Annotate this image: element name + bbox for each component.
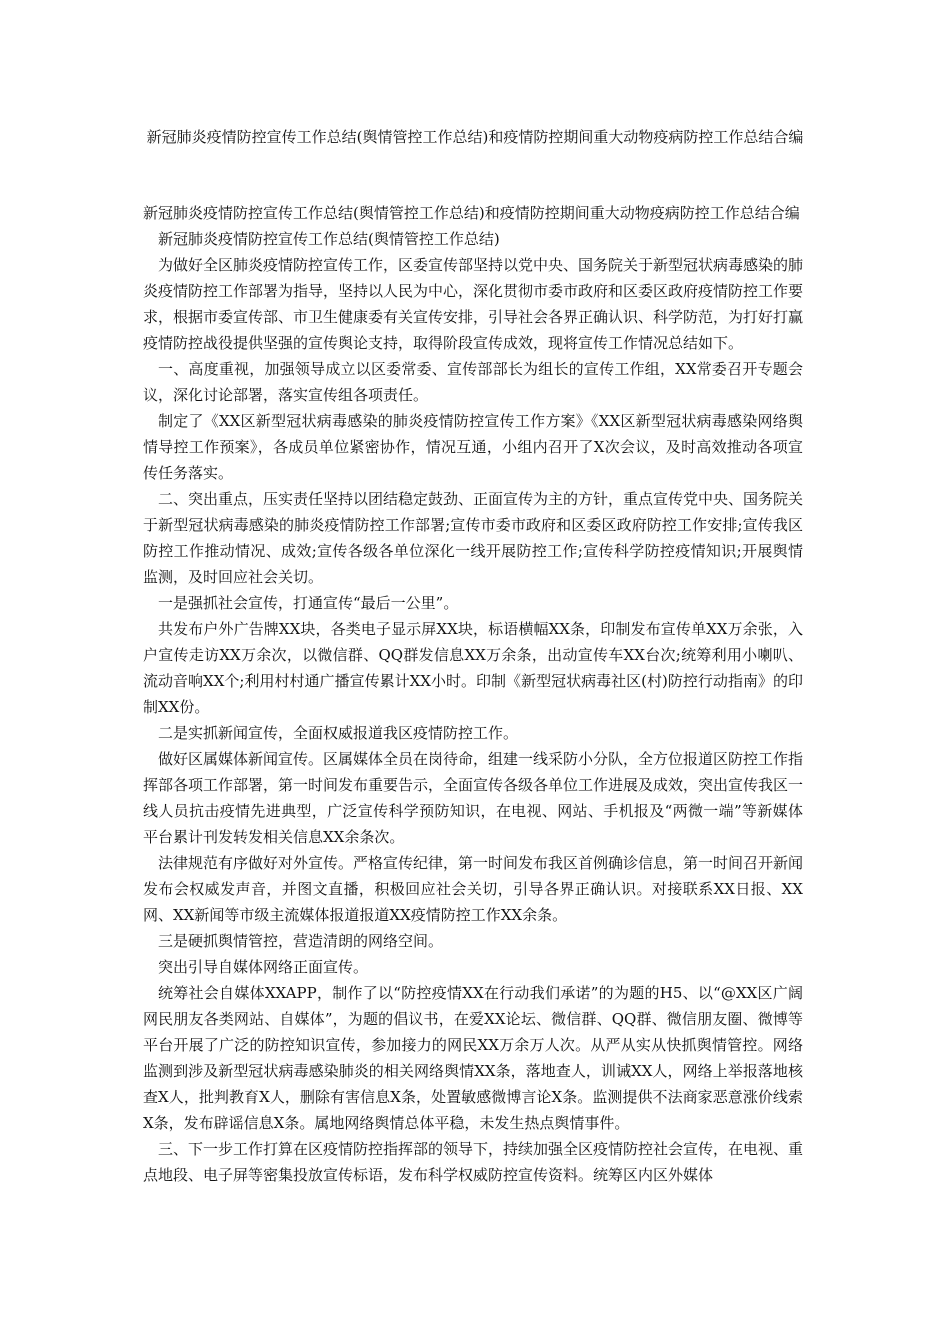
- body-paragraph: 一、高度重视，加强领导成立以区委常委、宣传部部长为组长的宣传工作组，XX常委召开专题会议，深化讨论部署，落实宣传组各项责任。: [143, 360, 803, 404]
- section-heading: 新冠肺炎疫情防控宣传工作总结(舆情管控工作总结): [158, 230, 500, 248]
- body-paragraph: 三是硬抓舆情管控，营造清朗的网络空间。: [158, 932, 444, 950]
- body-paragraph: 三、下一步工作打算在区疫情防控指挥部的领导下，持续加强全区疫情防控社会宣传，在电视、重点地段、电子屏等密集投放宣传标语，发布科学权威防控宣传资料。统筹区内区外媒体: [143, 1140, 804, 1184]
- body-paragraph: 统筹社会自媒体XXAPP，制作了以“防控疫情XX在行动我们承诺”的为题的H5、以“@XX区广阔网民朋友各类网站、自媒体”，为题的倡议书，在爱XX论坛、微信群、QQ群、微信朋友圈、微博等平台开展了广泛的防控知识宣传，参加接力的网民XX万余万人次。从严从实从快抓舆情管控。网络监测到涉及新型冠状病毒感染肺炎的相关网络舆情XX条，落地查人，训诫XX人，网络上举报落地核查X人，批判教育X人，删除有害信息X条，处置敏感微博言论X条。监测提供不法商家恶意涨价线索X条，发布辟谣信息X条。属地网络舆情总体平稳，未发生热点舆情事件。: [143, 984, 803, 1132]
- subtitle-paragraph: 新冠肺炎疫情防控宣传工作总结(舆情管控工作总结)和疫情防控期间重大动物疫病防控工作总结合编: [143, 204, 800, 222]
- body-paragraph: 为做好全区肺炎疫情防控宣传工作，区委宣传部坚持以党中央、国务院关于新型冠状病毒感染的肺炎疫情防控工作部署为指导，坚持以人民为中心，深化贯彻市委市政府和区委区政府疫情防控工作要求，根据市委宣传部、市卫生健康委有关宣传安排，引导社会各界正确认识、科学防范，为打好打赢疫情防控战役提供坚强的宣传舆论支持，取得阶段宣传成效，现将宣传工作情况总结如下。: [143, 256, 804, 352]
- body-paragraph: 做好区属媒体新闻宣传。区属媒体全员在岗待命，组建一线采防小分队，全方位报道区防控工作指挥部各项工作部署，第一时间发布重要告示，全面宣传各级各单位工作进展及成效，突出宣传我区一线人员抗击疫情先进典型，广泛宣传科学预防知识，在电视、网站、手机报及“两微一端”等新媒体平台累计刊发转发相关信息XX余条次。: [143, 750, 804, 846]
- document-body: [143, 200, 803, 1188]
- body-paragraph: 一是强抓社会宣传，打通宣传“最后一公里”。: [158, 594, 459, 612]
- body-paragraph: 制定了《XX区新型冠状病毒感染的肺炎疫情防控宣传工作方案》《XX区新型冠状病毒感染网络舆情导控工作预案》，各成员单位紧密协作，情况互通，小组内召开了X次会议，及时高效推动各项宣传任务落实。: [143, 412, 803, 482]
- body-paragraph: 二是实抓新闻宣传，全面权威报道我区疫情防控工作。: [158, 724, 519, 742]
- document-title: 新冠肺炎疫情防控宣传工作总结(舆情管控工作总结)和疫情防控期间重大动物疫病防控工作总结合编: [146, 128, 804, 146]
- body-paragraph: 二、突出重点，压实责任坚持以团结稳定鼓劲、正面宣传为主的方针，重点宣传党中央、国务院关于新型冠状病毒感染的肺炎疫情防控工作部署;宣传市委市政府和区委区政府防控工作安排;宣传我区防控工作推动情况、成效;宣传各级各单位深化一线开展防控工作;宣传科学防控疫情知识;开展舆情监测，及时回应社会关切。: [143, 490, 804, 586]
- body-paragraph: 共发布户外广告牌XX块，各类电子显示屏XX块，标语横幅XX条，印制发布宣传单XX万余张，入户宣传走访XX万余次，以微信群、QQ群发信息XX万余条，出动宣传车XX台次;统筹利用小喇叭、流动音响XX个;利用村村通广播宣传累计XX小时。印制《新型冠状病毒社区(村)防控行动指南》的印制XX份。: [143, 620, 803, 716]
- body-paragraph: 法律规范有序做好对外宣传。严格宣传纪律，第一时间发布我区首例确诊信息，第一时间召开新闻发布会权威发声音，并图文直播，积极回应社会关切，引导各界正确认识。对接联系XX日报、XX网、XX新闻等市级主流媒体报道报道XX疫情防控工作XX余条。: [143, 854, 804, 924]
- body-paragraph: 突出引导自媒体网络正面宣传。: [158, 958, 369, 976]
